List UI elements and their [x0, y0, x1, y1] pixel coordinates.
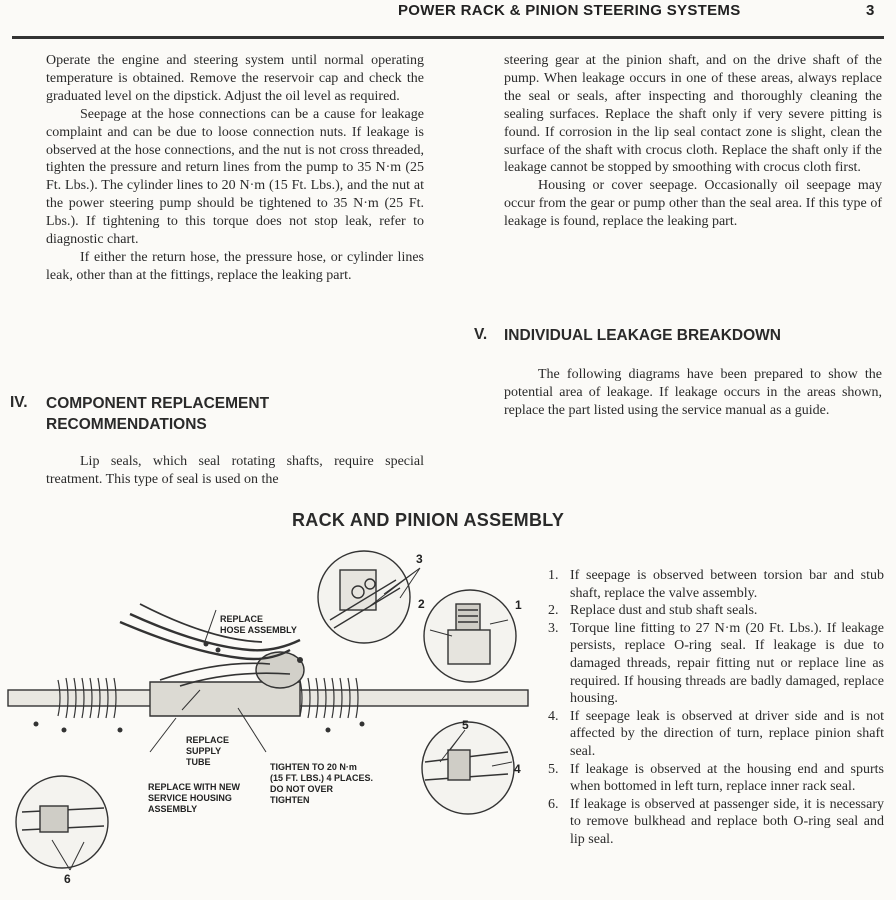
- callout-1: 1: [515, 598, 522, 612]
- list-item-text: If leakage is observed at passenger side, it is necessary to remove bulkhead and replace both O-ring seal and lip seal.: [570, 796, 884, 847]
- paragraph: If either the return hose, the pressure hose, or cylinder lines leak, other than at the fittings, replace the leaking part.: [46, 249, 424, 283]
- list-item-number: 4.: [548, 708, 559, 724]
- section-number: V.: [474, 326, 488, 343]
- label-line: TIGHTEN: [270, 795, 310, 805]
- label-line: TUBE: [186, 757, 211, 767]
- section4-body: [46, 453, 424, 489]
- callout-5: 5: [462, 718, 469, 732]
- list-item: [548, 708, 884, 761]
- leakage-notes-list: [548, 567, 884, 849]
- label-replace-housing: [148, 782, 240, 815]
- paragraph: Seepage at the hose connections can be a cause for leakage complaint and can be due to loose connection nuts. If leakage is observed at the hose connections, and the nut is not cross threaded, tighten the pressure and return lines from the pump to 35 N·m (25 Ft. Lbs.). The cylinder lines to 20 N·m (15 Ft. Lbs.), and the nut at the power steering pump should be tightened to 35 N·m (25 Ft. Lbs.). If tightening to this torque does not stop leak, refer to diagnostic chart.: [46, 106, 424, 248]
- callout-2: 2: [418, 597, 425, 611]
- left-column: [46, 52, 424, 285]
- label-line: SUPPLY: [186, 746, 222, 756]
- list-item-text: If seepage leak is observed at driver side and is not affected by the direction of turn, replace pinion shaft seal.: [570, 708, 884, 759]
- section5-body: [504, 366, 882, 420]
- callout-6: 6: [64, 872, 71, 886]
- section-number: IV.: [10, 394, 28, 411]
- paragraph: steering gear at the pinion shaft, and on the drive shaft of the pump. When leakage occurs in one of these areas, always replace the seal or seals, after inspecting and thoroughly cleaning the sealing surfaces. Replace the shaft only if very severe pitting is found. If corrosion in the lip seal contact zone is slight, clean the surface of the shaft with crocus cloth. Replace the shaft only if the leakage cannot be stopped by smoothing with crocus cloth first.: [504, 53, 882, 176]
- label-line: REPLACE WITH NEW: [148, 782, 240, 792]
- section-heading: [46, 393, 269, 435]
- callout-4: 4: [514, 762, 521, 776]
- header-rule: [12, 36, 884, 39]
- label-line: REPLACE: [220, 614, 264, 624]
- list-item: [548, 620, 884, 708]
- label-line: DO NOT OVER: [270, 784, 334, 794]
- list-item-number: 1.: [548, 568, 559, 583]
- label-replace-hose: [220, 614, 297, 636]
- right-column: [504, 52, 882, 231]
- label-line: (15 FT. LBS.) 4 PLACES.: [270, 773, 374, 783]
- list-item-number: 5.: [548, 761, 559, 777]
- list-item-text: Replace dust and stub shaft seals.: [570, 603, 758, 619]
- paragraph: Operate the engine and steering system until normal operating temperature is obtained. Remove the reservoir cap and check the graduated level on the dipstick. Adjust the oil level as required.: [46, 53, 424, 104]
- paragraph: The following diagrams have been prepared to show the potential area of leakage. If leakage occurs in the areas shown, replace the part listed using the service manual as a guide.: [504, 367, 882, 418]
- section-heading: INDIVIDUAL LEAKAGE BREAKDOWN: [504, 327, 781, 344]
- label-line: HOSE ASSEMBLY: [220, 625, 297, 635]
- list-item: [548, 796, 884, 849]
- list-item: [548, 602, 884, 620]
- rack-and-pinion-illustration: [0, 540, 540, 890]
- list-item: [548, 761, 884, 796]
- list-item-number: 2.: [548, 603, 559, 619]
- label-line: ASSEMBLY: [148, 804, 198, 814]
- figure-title: RACK AND PINION ASSEMBLY: [292, 510, 565, 530]
- label-line: TIGHTEN TO 20 N·m: [270, 762, 357, 772]
- list-item-number: 6.: [548, 796, 559, 812]
- label-line: REPLACE: [186, 735, 230, 745]
- list-item: [548, 567, 884, 602]
- list-item-text: Torque line fitting to 27 N·m (20 Ft. Lbs.). If leakage persists, replace O-ring seal. If leakage is due to damaged threads, repair fitting nut or replace line as required. If housing threads are badly damaged, replace housing.: [570, 620, 884, 707]
- label-tighten: [270, 762, 373, 806]
- list-item-text: If seepage is observed between torsion bar and stub shaft, replace the valve assembly.: [570, 568, 884, 601]
- list-item-number: 3.: [548, 620, 559, 636]
- running-header: POWER RACK & PINION STEERING SYSTEMS: [398, 2, 741, 19]
- label-replace-supply-tube: [186, 735, 229, 768]
- paragraph: Lip seals, which seal rotating shafts, require special treatment. This type of seal is used on the: [46, 454, 424, 487]
- page-number: 3: [866, 2, 875, 19]
- paragraph: Housing or cover seepage. Occasionally oil seepage may occur from the gear or pump other than the seal area. If this type of leakage is found, replace the leaking part.: [504, 178, 882, 230]
- section-heading-line: RECOMMENDATIONS: [46, 416, 207, 433]
- section-heading-line: COMPONENT REPLACEMENT: [46, 395, 270, 412]
- callout-3: 3: [416, 552, 423, 566]
- list-item-text: If leakage is observed at the housing end and spurts when bottomed in left turn, replace inner rack seal.: [570, 761, 884, 795]
- label-line: SERVICE HOUSING: [148, 793, 232, 803]
